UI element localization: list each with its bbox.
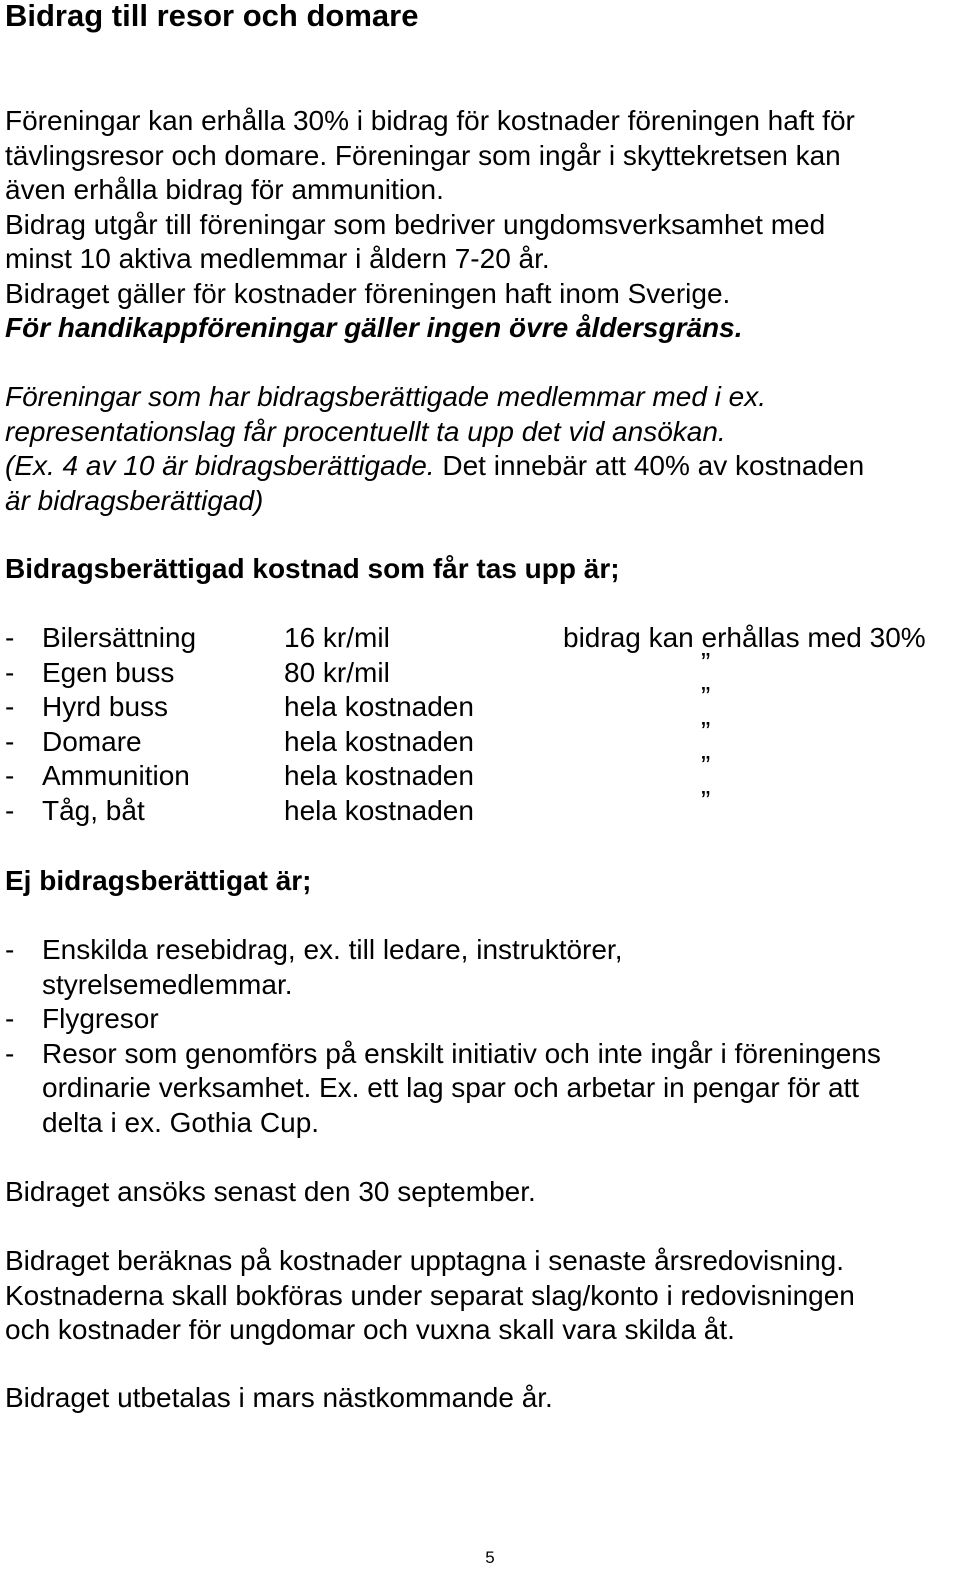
cost-item: Ammunition <box>42 760 190 791</box>
eligible-row <box>5 681 955 725</box>
payout-text: Bidraget utbetalas i mars nästkommande år. <box>5 1382 553 1413</box>
list-dash: - <box>5 794 15 826</box>
cost-item: Hyrd buss <box>42 691 169 722</box>
list-item-line: delta i ex. Gothia Cup. <box>42 1106 320 1138</box>
intro-line: Föreningar kan erhålla 30% i bidrag för kostnader föreningen haft för <box>5 105 855 136</box>
example-normal: Det innebär att 40% av kostnaden <box>434 450 865 481</box>
eligible-row <box>5 784 955 829</box>
calculation-line: Bidraget beräknas på kostnader upptagna i senaste årsredovisning. <box>5 1245 844 1276</box>
deadline-text: Bidraget ansöks senast den 30 september. <box>5 1176 536 1207</box>
cost-item: Egen buss <box>42 656 175 688</box>
ditto-mark: ” <box>701 646 711 678</box>
calculation-line: och kostnader för ungdomar och vuxna skall vara skilda åt. <box>5 1314 735 1345</box>
cost-amount: 80 kr/mil <box>284 656 390 688</box>
list-dash: - <box>5 934 15 965</box>
list-dash: - <box>5 656 15 688</box>
cost-amount: hela kostnaden <box>284 760 474 791</box>
list-item-line: Flygresor <box>42 1003 159 1034</box>
list-dash: - <box>5 725 15 757</box>
eligible-table <box>5 621 955 828</box>
ditto-mark: ” <box>701 784 711 816</box>
deadline-section <box>5 1175 955 1210</box>
eligible-heading: Bidragsberättigad kostnad som får tas upp är; <box>5 553 620 584</box>
calculation-section <box>5 1244 955 1348</box>
list-dash: - <box>5 1003 15 1034</box>
proportional-line: är bidragsberättigad) <box>5 484 264 516</box>
ditto-mark: ” <box>701 681 711 712</box>
intro-line: minst 10 aktiva medlemmar i åldern 7-20 år. <box>5 243 550 274</box>
list-item-line: Enskilda resebidrag, ex. till ledare, instruktörer, <box>42 934 623 965</box>
eligible-row <box>5 750 955 794</box>
proportional-line: representationslag får procentuellt ta upp det vid ansökan. <box>5 415 726 447</box>
not-eligible-section <box>5 864 955 899</box>
intro-line: Bidraget gäller för kostnader föreningen haft inom Sverige. <box>5 277 731 309</box>
cost-item: Domare <box>42 725 142 757</box>
intro-line: även erhålla bidrag för ammunition. <box>5 174 444 205</box>
list-item-line: styrelsemedlemmar. <box>42 968 293 1000</box>
cost-amount: 16 kr/mil <box>284 622 390 653</box>
eligible-row <box>5 646 955 691</box>
calculation-line: Kostnaderna skall bokföras under separat slag/konto i redovisningen <box>5 1279 855 1311</box>
list-dash: - <box>5 622 15 653</box>
eligible-row <box>5 715 955 760</box>
example-italic: (Ex. 4 av 10 är bidragsberättigade. <box>5 450 435 481</box>
handicap-note: För handikappföreningar gäller ingen övre åldersgräns. <box>5 312 743 343</box>
cost-item: Tåg, båt <box>42 794 145 826</box>
page-number: 5 <box>485 1548 495 1567</box>
proportional-line: Föreningar som har bidragsberättigade medlemmar med i ex. <box>5 381 767 412</box>
not-eligible-heading: Ej bidragsberättigat är; <box>5 865 312 896</box>
list-dash: - <box>5 1037 15 1069</box>
list-dash: - <box>5 760 15 791</box>
list-item <box>5 933 955 1002</box>
list-item-line: ordinarie verksamhet. Ex. ett lag spar och arbetar in pengar för att <box>42 1072 860 1103</box>
eligible-section <box>5 552 955 587</box>
not-eligible-list <box>5 933 955 1140</box>
cost-amount: hela kostnaden <box>284 794 474 826</box>
payout-section <box>5 1381 955 1416</box>
list-item <box>5 1002 955 1037</box>
intro-line: tävlingsresor och domare. Föreningar som ingår i skyttekretsen kan <box>5 139 841 171</box>
eligible-row <box>5 621 955 656</box>
cost-item: Bilersättning <box>42 622 197 653</box>
proportional-section <box>5 380 955 518</box>
ditto-mark: ” <box>701 715 711 747</box>
proportional-example <box>5 449 955 484</box>
intro-line: Bidrag utgår till föreningar som bedriver ungdomsverksamhet med <box>5 208 826 240</box>
list-item <box>5 1037 955 1141</box>
cost-amount: hela kostnaden <box>284 725 474 757</box>
intro-section <box>5 104 955 346</box>
ditto-mark: ” <box>701 750 711 781</box>
cost-amount: hela kostnaden <box>284 691 474 722</box>
list-dash: - <box>5 691 15 722</box>
list-item-line: Resor som genomförs på enskilt initiativ och inte ingår i föreningens <box>42 1037 881 1069</box>
page-title: Bidrag till resor och domare <box>5 0 419 33</box>
cost-note: bidrag kan erhållas med 30% <box>563 622 926 653</box>
